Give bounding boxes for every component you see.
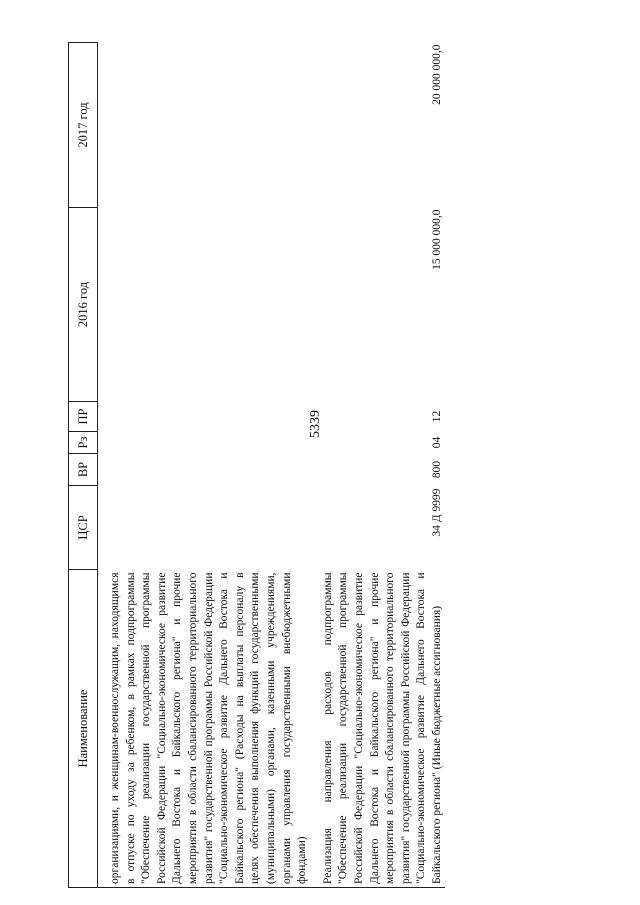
header-csr: ЦСР (69, 486, 98, 570)
row-pr: 12 (430, 410, 443, 423)
row-2016: 15 000 000,0 (430, 209, 443, 270)
row-name: организациями, и женщинам-военнослужащим, находящимся в отпуске по уходу за ребенком, в рамках подпрограммы "Обеспечение реализации государственной программы Российской Федерации "Социально-экономическое развитие Дальнего Востока и Байкальского региона" и прочие мероприятия в области сбалансированного территориального развития" государственной программы Российской Федерации "Социально-экономическое развитие Дальнего Востока и Байкальского региона" (Расходы на выплаты персоналу в целях обеспечения выполнения функций государственными (муниципальными) органами, казенными учреждениями, органами управления государственными внебюджетными фондами) (108, 570, 311, 888)
rotated-page-content (68, 43, 568, 888)
table-header-row (69, 43, 98, 888)
row-csr: 34 Д 9999 (430, 488, 443, 537)
header-2016: 2016 год (69, 208, 98, 402)
row-2017: 20 000 000,0 (430, 44, 443, 105)
row-rz (108, 432, 311, 454)
header-pr: ПР (69, 402, 98, 432)
row-vr: 800 (430, 460, 443, 479)
page-number: 5339 (308, 410, 323, 438)
budget-table (68, 42, 445, 888)
table-row (321, 43, 446, 888)
row-vr (108, 454, 311, 486)
header-name: Наименование (69, 570, 98, 888)
header-2017: 2017 год (69, 43, 98, 208)
header-rz: Рз (69, 432, 98, 454)
row-2017 (108, 43, 311, 208)
row-csr (108, 486, 311, 570)
table-row (108, 43, 311, 888)
row-2016 (108, 208, 311, 402)
row-name: Реализация направления расходов подпрограммы "Обеспечение реализации государственной программы Российской Федерации "Социально-экономическое развитие Дальнего Востока и Байкальского региона" и прочие мероприятия в области сбалансированного территориального развития" государственной программы Российской Федерации "Социально-экономическое развитие Дальнего Востока и Байкальского региона" (Иные бюджетные ассигнования) (321, 570, 446, 888)
row-rz: 04 (430, 436, 443, 449)
header-vr: ВР (69, 454, 98, 486)
row-pr (108, 402, 311, 432)
